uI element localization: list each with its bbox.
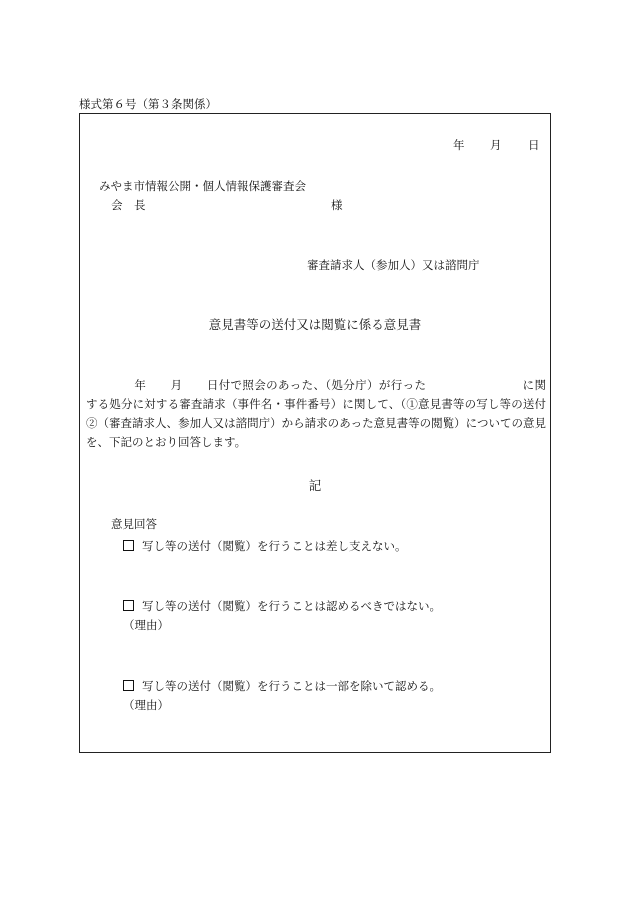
- body-paragraph: [86, 376, 558, 452]
- date-line: [453, 140, 543, 154]
- option-text: 写し等の送付（閲覧）を行うことは一部を除いて認める。: [142, 679, 441, 693]
- document-title: 意見書等の送付又は閲覧に係る意見書: [208, 317, 422, 332]
- date-month: 月: [490, 138, 502, 152]
- addressee-org: みやま市情報公開・個人情報保護審査会: [99, 179, 306, 193]
- body-day-text: 日付で照会のあった、（処分庁）が行った: [206, 378, 427, 392]
- option-checkbox[interactable]: [123, 600, 134, 611]
- body-month: 月: [170, 378, 183, 392]
- answer-heading: 意見回答: [111, 517, 157, 531]
- option-checkbox[interactable]: [123, 540, 134, 551]
- option-text: 写し等の送付（閲覧）を行うことは差し支えない。: [142, 539, 407, 553]
- body-rest: する処分に対する審査請求（事件名・事件番号）に関して、（①意見書等の写し等の送付 ②（審査請求人、参加人又は諮問庁）から請求のあった意見書等の閲覧）についての意見を、下記のとおり回答します。: [86, 397, 558, 449]
- option-reason: （理由）: [123, 618, 169, 632]
- sender-label: 審査請求人（参加人）又は諮問庁: [307, 258, 480, 272]
- option-reason: （理由）: [123, 698, 169, 712]
- option-text: 写し等の送付（閲覧）を行うことは認めるべきではない。: [142, 599, 441, 613]
- date-year: 年: [453, 138, 465, 152]
- addressee-chair: 会 長: [111, 198, 146, 212]
- option-item: [123, 600, 441, 613]
- option-checkbox[interactable]: [123, 680, 134, 691]
- form-number: 様式第６号（第３条関係）: [79, 97, 217, 111]
- option-item: [123, 680, 441, 693]
- opinion-form: [79, 113, 558, 753]
- addressee-honorific: 様: [331, 198, 343, 212]
- date-day: 日: [528, 138, 540, 152]
- ki-label: 記: [308, 478, 322, 493]
- option-item: [123, 540, 407, 553]
- body-relating-to: に関: [522, 378, 547, 392]
- body-year: 年: [134, 378, 147, 392]
